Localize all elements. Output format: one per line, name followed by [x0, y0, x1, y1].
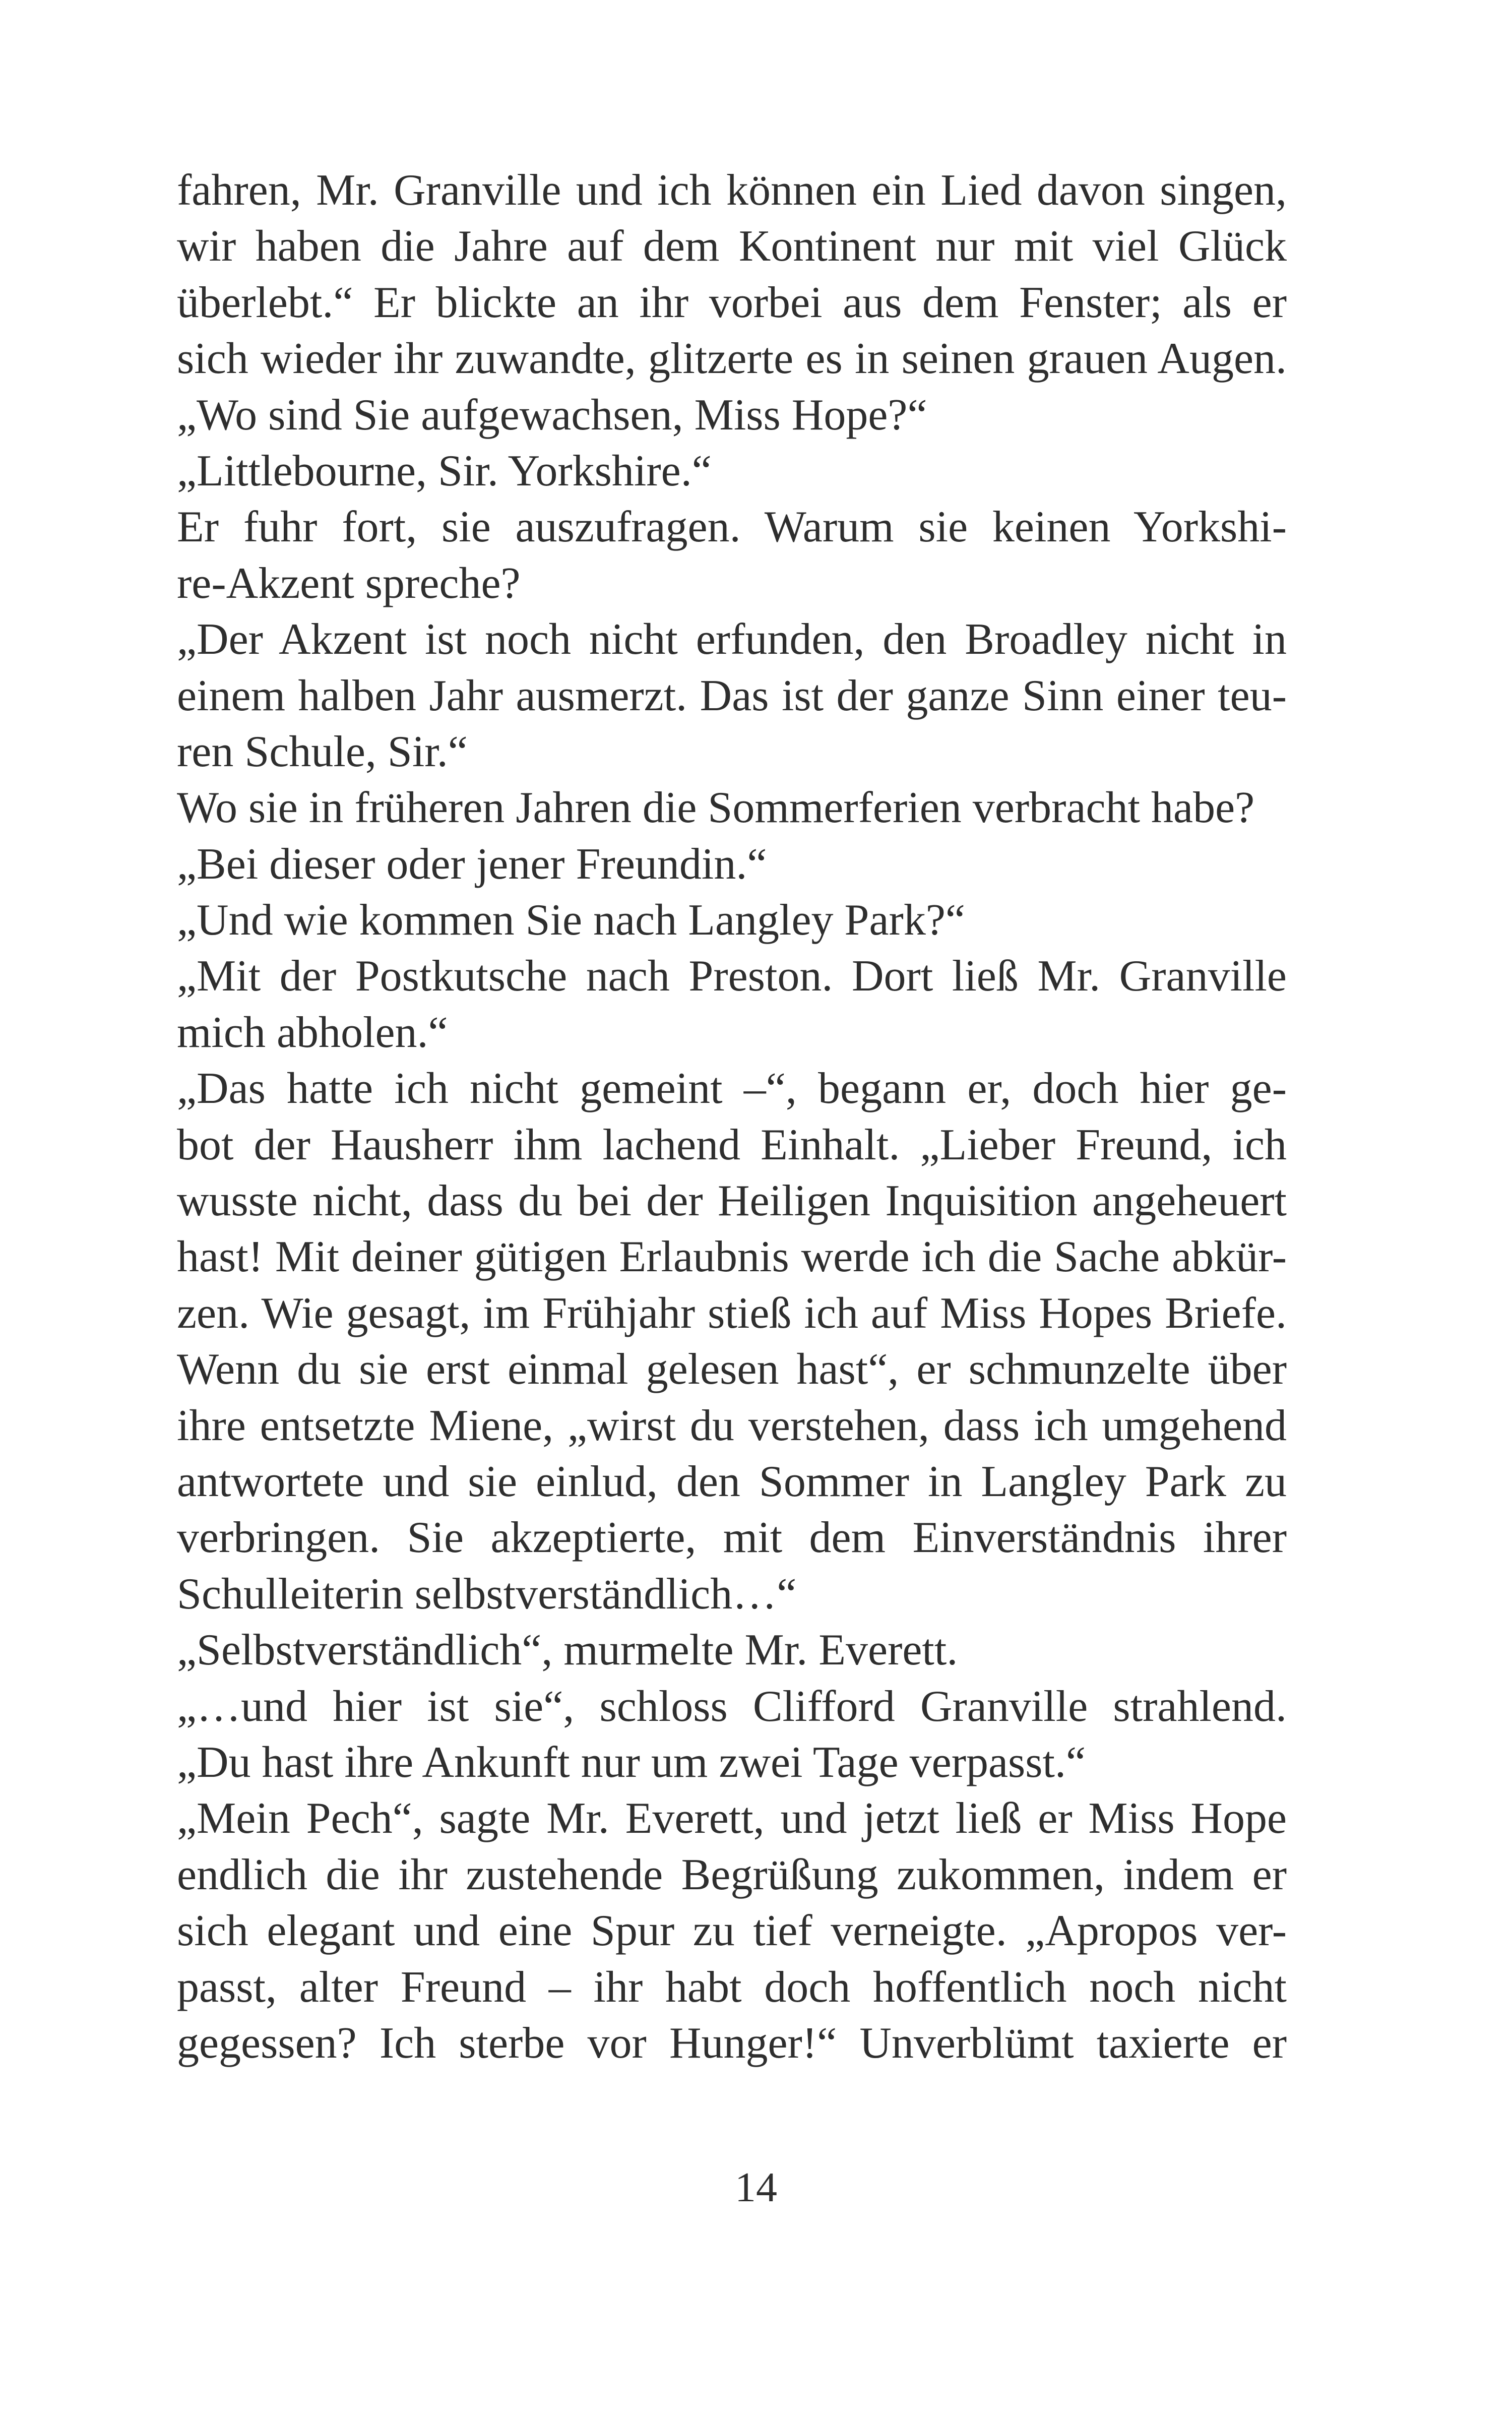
text-line: Wenn du sie erst einmal gelesen hast“, er schmunzelte über	[177, 1345, 1287, 1394]
text-line: wusste nicht, dass du bei der Heiligen Inquisition angeheuert	[177, 1176, 1287, 1226]
text-line: Wo sie in früheren Jahren die Sommerferien verbracht habe?	[177, 783, 1255, 833]
text-line: „Der Akzent ist noch nicht erfunden, den Broadley nicht in	[177, 615, 1287, 664]
text-line: fahren, Mr. Granville und ich können ein Lied davon singen,	[177, 166, 1287, 215]
text-line: verbringen. Sie akzeptierte, mit dem Einverständnis ihrer	[177, 1513, 1287, 1563]
text-line: ihre entsetzte Miene, „wirst du verstehen, dass ich umgehend	[177, 1401, 1287, 1450]
text-line: „Selbstverständlich“, murmelte Mr. Everett.	[177, 1626, 958, 1675]
text-line: gegessen? Ich sterbe vor Hunger!“ Unverblümt taxierte er	[177, 2018, 1287, 2068]
body-text	[177, 162, 1287, 2071]
text-line: bot der Hausherr ihm lachend Einhalt. „Lieber Freund, ich	[177, 1120, 1287, 1169]
text-line: hast! Mit deiner gütigen Erlaubnis werde ich die Sache abkür-	[177, 1232, 1287, 1282]
text-line: mich abholen.“	[177, 1008, 448, 1057]
text-line: einem halben Jahr ausmerzt. Das ist der ganze Sinn einer teu-	[177, 671, 1287, 720]
text-line: Schulleiterin selbstverständlich…“	[177, 1569, 797, 1619]
text-line: „Das hatte ich nicht gemeint –“, begann er, doch hier ge-	[177, 1064, 1287, 1113]
text-line: antwortete und sie einlud, den Sommer in Langley Park zu	[177, 1457, 1287, 1506]
text-line: „…und hier ist sie“, schloss Clifford Granville strahlend.	[177, 1682, 1287, 1731]
text-line: zen. Wie gesagt, im Frühjahr stieß ich auf Miss Hopes Briefe.	[177, 1288, 1287, 1338]
text-line: „Littlebourne, Sir. Yorkshire.“	[177, 446, 712, 495]
text-line: „Mein Pech“, sagte Mr. Everett, und jetzt ließ er Miss Hope	[177, 1794, 1287, 1843]
text-line: passt, alter Freund – ihr habt doch hoffentlich noch nicht	[177, 1962, 1287, 2012]
text-line: sich elegant und eine Spur zu tief verneigte. „Apropos ver-	[177, 1906, 1287, 1956]
text-line: re-Akzent spreche?	[177, 559, 521, 608]
text-line: „Und wie kommen Sie nach Langley Park?“	[177, 896, 965, 945]
text-line: wir haben die Jahre auf dem Kontinent nur mit viel Glück	[177, 222, 1287, 271]
text-line: endlich die ihr zustehende Begrüßung zukommen, indem er	[177, 1850, 1287, 1899]
page-number: 14	[735, 2164, 777, 2211]
text-line: ren Schule, Sir.“	[177, 727, 468, 776]
text-line: überlebt.“ Er blickte an ihr vorbei aus dem Fenster; als er	[177, 278, 1287, 327]
text-line: sich wieder ihr zuwandte, glitzerte es in seinen grauen Augen.	[177, 334, 1287, 384]
text-line: „Bei dieser oder jener Freundin.“	[177, 839, 767, 889]
text-line: „Du hast ihre Ankunft nur um zwei Tage verpasst.“	[177, 1738, 1086, 1787]
text-line: „Wo sind Sie aufgewachsen, Miss Hope?“	[177, 390, 927, 440]
text-line: „Mit der Postkutsche nach Preston. Dort ließ Mr. Granville	[177, 952, 1287, 1001]
text-line: Er fuhr fort, sie auszufragen. Warum sie keinen Yorkshi-	[177, 503, 1287, 552]
